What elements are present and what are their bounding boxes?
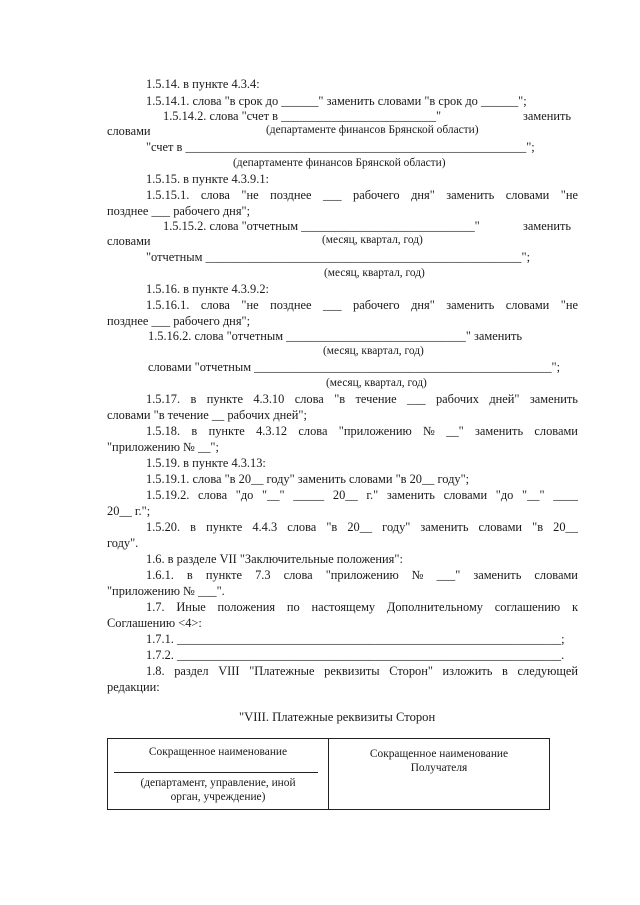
item-1-5-14-2-verb: заменить [523,109,572,123]
item-1-7-1: 1.7.1. ______________________________________________________________; [146,632,565,646]
item-1-5-16-2: 1.5.16.2. слова "отчетным _____________________________" заменить [148,329,523,343]
account-line: "счет в _______________________________________________________"; [146,140,535,154]
hint-period-2: (месяц, квартал, год) [324,267,425,279]
item-1-6: 1.6. в разделе VII "Заключительные положения": [146,552,403,566]
table-cell-right [329,739,550,810]
item-1-7: 1.7. Иные положения по настоящему Дополнительному соглашению к [146,600,578,614]
item-1-7-2: 1.7.2. ______________________________________________________________. [146,648,565,662]
left-underline [114,772,318,773]
right-header: Сокращенное наименование Получателя [369,748,509,774]
item-1-5-14-1: 1.5.14.1. слова "в срок до ______" заменить словами "в срок до ______"; [146,94,527,108]
left-header: Сокращенное наименование [148,746,288,758]
item-1-5-16-1-cont: позднее ___ рабочего дня"; [107,314,251,328]
item-1-5-15-1-cont: позднее ___ рабочего дня"; [107,204,251,218]
section-title: "VIII. Платежные реквизиты Сторон [239,710,436,724]
payment-details-table [107,738,550,810]
words-label-2: словами [107,234,151,248]
item-1-7-cont: Соглашению <4>: [107,616,202,630]
reporting-line-2: словами "отчетным ________________________________________________"; [148,360,561,374]
item-1-8-cont: редакции: [107,680,160,694]
item-1-5-20-cont: году". [107,536,139,550]
item-1-5-18-cont: "приложению № __"; [107,440,219,454]
hint-period-3: (месяц, квартал, год) [323,345,424,357]
item-1-6-1: 1.6.1. в пункте 7.3 слова "приложению № ___" заменить словами [146,568,578,582]
item-1-5-14-2: 1.5.14.2. слова "счет в _________________________" [163,109,442,123]
item-1-5-17: 1.5.17. в пункте 4.3.10 слова "в течение ___ рабочих дней" заменить [146,392,578,406]
item-1-6-1-cont: "приложению № ___". [107,584,225,598]
reporting-line-1: "отчетным ___________________________________________________"; [146,250,531,264]
item-1-5-14: 1.5.14. в пункте 4.3.4: [146,77,260,91]
item-1-5-15-2-verb: заменить [523,219,572,233]
item-1-5-19-2-cont: 20__ г."; [107,504,151,518]
item-1-5-15-2: 1.5.15.2. слова "отчетным ____________________________" [163,219,480,233]
hint-period-4: (месяц, квартал, год) [326,377,427,389]
item-1-8: 1.8. раздел VIII "Платежные реквизиты Сторон" изложить в следующей [146,664,578,678]
item-1-5-20: 1.5.20. в пункте 4.4.3 слова "в 20__ году" заменить словами "в 20__ [146,520,578,534]
item-1-5-16: 1.5.16. в пункте 4.3.9.2: [146,282,269,296]
item-1-5-19-2: 1.5.19.2. слова "до "__" _____ 20__ г." заменить словами "до "__" ____ [146,488,578,502]
item-1-5-15: 1.5.15. в пункте 4.3.9.1: [146,172,269,186]
left-note: (департамент, управление, иной орган, учреждение) [140,777,296,803]
words-label: словами [107,124,151,138]
hint-dept-finance-2: (департаменте финансов Брянской области) [233,157,446,169]
item-1-5-17-cont: словами "в течение __ рабочих дней"; [107,408,307,422]
table-cell-left [108,739,329,810]
hint-period-1: (месяц, квартал, год) [322,234,423,246]
item-1-5-19-1: 1.5.19.1. слова "в 20__ году" заменить словами "в 20__ году"; [146,472,470,486]
item-1-5-15-1: 1.5.15.1. слова "не позднее ___ рабочего дня" заменить словами "не [146,188,578,202]
item-1-5-19: 1.5.19. в пункте 4.3.13: [146,456,266,470]
hint-dept-finance-1: (департаменте финансов Брянской области) [266,124,479,136]
item-1-5-16-1: 1.5.16.1. слова "не позднее ___ рабочего дня" заменить словами "не [146,298,578,312]
item-1-5-18: 1.5.18. в пункте 4.3.12 слова "приложению № __" заменить словами [146,424,578,438]
